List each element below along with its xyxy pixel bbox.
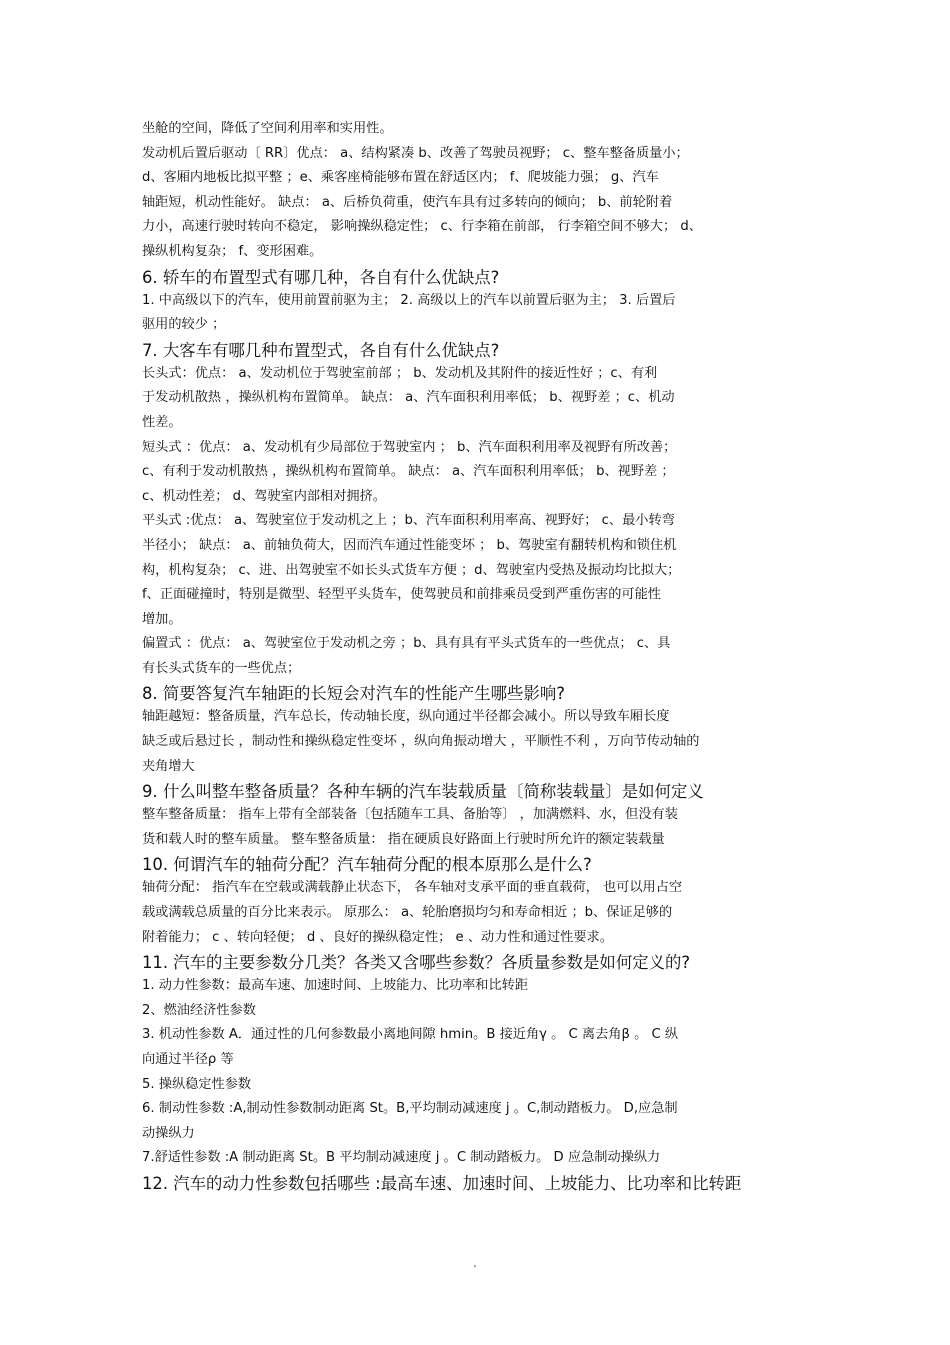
question-heading: 6. 轿车的布置型式有哪几种，各自有什么优缺点? xyxy=(142,267,500,287)
text-line: c、机动性差； d、驾驶室内部相对拥挤。 xyxy=(142,488,386,504)
text-line: 性差。 xyxy=(142,414,182,430)
text-line: 力小，高速行驶时转向不稳定， 影响操纵稳定性； c、行李箱在前部， 行李箱空间不够大； d、 xyxy=(142,219,702,235)
text-line: 1. 中高级以下的汽车，使用前置前驱为主； 2. 高级以上的汽车以前置后驱为主； 3. 后置后 xyxy=(142,292,676,308)
text-line: 短头式 ：优点： a、发动机有少局部位于驾驶室内 ； b、汽车面积利用率及视野有所改善； xyxy=(142,439,677,455)
text-line: 2、燃油经济性参数 xyxy=(142,1002,256,1018)
text-line: 整车整备质量： 指车上带有全部装备〔包括随车工具、备胎等〕 ，加满燃料、水，但没有装 xyxy=(142,807,678,823)
text-line: 1. 动力性参数：最高车速、加速时间、上坡能力、比功率和比转距 xyxy=(142,978,529,994)
text-line: 轴距越短：整备质量，汽车总长，传动轴长度，纵向通过半径都会减小。所以导致车厢长度 xyxy=(142,709,670,725)
text-line: 货和载人时的整车质量。 整车整备质量： 指在硬质良好路面上行驶时所允许的额定装载量 xyxy=(142,831,665,847)
text-line: 动操纵力 xyxy=(142,1125,195,1141)
question-heading: 12. 汽车的动力性参数包括哪些 :最高车速、加速时间、上坡能力、比功率和比转距 xyxy=(142,1173,742,1193)
text-line: 平头式 :优点： a、驾驶室位于发动机之上 ；b、汽车面积利用率高、视野好； c、最小转弯 xyxy=(142,513,675,529)
text-line: 缺乏或后悬过长 ，制动性和操纵稳定性变坏 ，纵向角振动增大 ，平顺性不利 ，万向节传动轴的 xyxy=(142,734,700,750)
question-heading: 7. 大客车有哪几种布置型式，各自有什么优缺点? xyxy=(142,340,500,360)
text-line: 夹角增大 xyxy=(142,758,195,774)
question-heading: 8. 简要答复汽车轴距的长短会对汽车的性能产生哪些影响? xyxy=(142,684,565,704)
text-line: 附着能力； c 、转向轻便； d 、良好的操纵稳定性； e 、动力性和通过性要求。 xyxy=(142,929,613,945)
text-line: 半径小； 缺点： a、前轴负荷大，因而汽车通过性能变坏 ； b、驾驶室有翻转机构和锁住机 xyxy=(142,537,677,553)
text-line: c、有利于发动机散热 ，操纵机构布置简单。 缺点： a、汽车面积利用率低； b、视野差 ； xyxy=(142,464,675,480)
text-line: d、客厢内地板比拟平整 ；e、乘客座椅能够布置在舒适区内； f、爬坡能力强； g、汽车 xyxy=(142,170,659,186)
text-line: 6. 制动性参数 :A,制动性参数制动距离 St。B,平均制动减速度 j 。C,制动踏板力。 D,应急制 xyxy=(142,1101,678,1117)
text-line: 5. 操纵稳定性参数 xyxy=(142,1076,252,1092)
text-line: 发动机后置后驱动〔 RR〕优点： a、结构紧凑 b、改善了驾驶员视野； c、整车整备质量小； xyxy=(142,145,689,161)
text-line: 向通过半径ρ 等 xyxy=(142,1052,234,1067)
question-heading: 11. 汽车的主要参数分几类？各类又含哪些参数？各质量参数是如何定义的? xyxy=(142,953,691,973)
question-heading: 9. 什么叫整车整备质量？各种车辆的汽车装载质量〔简称装载量〕是如何定义 xyxy=(142,782,704,802)
text-line: 有长头式货车的一些优点； xyxy=(142,660,301,676)
text-line: f、正面碰撞时，特别是微型、轻型平头货车，使驾驶员和前排乘员受到严重伤害的可能性 xyxy=(142,587,661,603)
text-line: 7.舒适性参数 :A 制动距离 St。B 平均制动减速度 j 。C 制动踏板力。 D 应急制动操纵力 xyxy=(142,1150,661,1166)
text-line: 载或满载总质量的百分比来表示。 原那么： a、轮胎磨损均匀和寿命相近 ；b、保证足够的 xyxy=(142,905,673,921)
text-line: 3. 机动性参数 A．通过性的几何参数最小离地间隙 hmin。B 接近角γ 。 C 离去角β 。 C 纵 xyxy=(142,1027,679,1043)
text-line: 坐舱的空间，降低了空间利用率和实用性。 xyxy=(142,121,393,136)
page-footer-mark: . xyxy=(473,1256,477,1270)
text-line: 轴荷分配： 指汽车在空载或满载静止状态下， 各车轴对支承平面的垂直载荷， 也可以用占空 xyxy=(142,880,683,896)
text-line: 长头式：优点： a、发动机位于驾驶室前部 ； b、发动机及其附件的接近性好 ；c、有利 xyxy=(142,365,658,381)
document-body xyxy=(142,117,808,1195)
text-line: 于发动机散热 ，操纵机构布置简单。 缺点： a、汽车面积利用率低； b、视野差 ；c、机动 xyxy=(142,390,675,406)
text-line: 偏置式 ：优点： a、驾驶室位于发动机之旁 ；b、具有具有平头式货车的一些优点； c、具 xyxy=(142,636,671,652)
question-heading: 10. 何谓汽车的轴荷分配？汽车轴荷分配的根本原那么是什么? xyxy=(142,855,592,875)
text-line: 增加。 xyxy=(142,611,182,627)
text-line: 驱用的较少 ； xyxy=(142,317,226,333)
text-line: 轴距短，机动性能好。 缺点： a、后桥负荷重，使汽车具有过多转向的倾向； b、前轮附着 xyxy=(142,194,673,210)
text-line: 构，机构复杂； c、进、出驾驶室不如长头式货车方便 ；d、驾驶室内受热及振动均比拟大； xyxy=(142,562,681,578)
text-line: 操纵机构复杂； f、变形困难。 xyxy=(142,243,323,259)
